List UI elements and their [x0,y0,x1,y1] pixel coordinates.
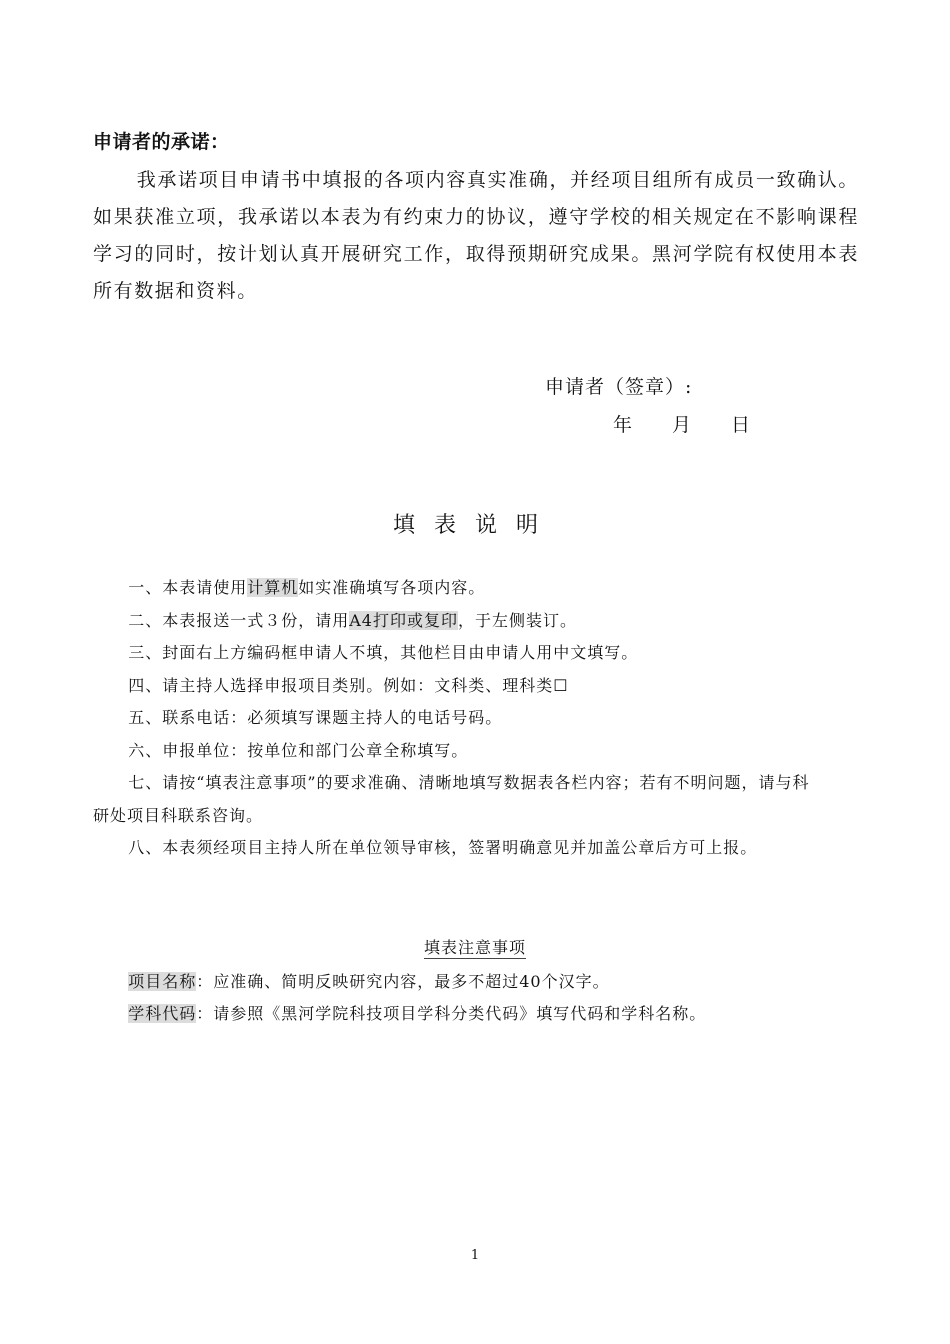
page-number: 1 [470,1248,480,1263]
note-label: 学科代码 [128,1004,197,1023]
instruction-highlight: 计算机 [247,578,299,597]
note-item [93,966,833,998]
instruction-item: 四、请主持人选择申报项目类别。例如：文科类、理科类☐ [128,675,569,695]
instruction-item: 七、请按“填表注意事项”的要求准确、清晰地填写数据表各栏内容；若有不明问题，请与科研处项目科联系咨询。 [93,773,810,825]
instruction-item: 六、申报单位：按单位和部门公章全称填写。 [128,740,469,760]
instruction-item: 三、封面右上方编码框申请人不填，其他栏目由申请人用中文填写。 [128,643,639,662]
instruction-text: 如实准确填写各项内容。 [298,578,486,597]
notes-list [93,966,833,1030]
notes-title-text: 填表注意事项 [423,938,526,957]
date-month: 月 [672,414,692,436]
instruction-text: ，于左侧装订。 [457,610,577,630]
instruction-text: 一、本表请使用 [128,578,248,597]
instruction-item [93,605,813,638]
date-line [613,410,750,437]
notes-title [0,935,950,958]
pledge-body: 我承诺项目申请书中填报的各项内容真实准确，并经项目组所有成员一致确认。如果获准立项，我承诺以本表为有约束力的协议，遵守学校的相关规定在不影响课程学习的同时，按计划认真开展研究工作，取得预期研究成果。黑河学院有权使用本表所有数据和资料。 [93,169,859,302]
instruction-item: 八、本表须经项目主持人所在单位领导审核，签署明确意见并加盖公章后方可上报。 [128,838,758,857]
instructions-list [93,572,813,865]
instruction-text: 二、本表报送一式３份，请用 [128,610,350,630]
instructions-title: 填表说明 [392,513,557,538]
instruction-item [93,572,813,605]
note-text: ：请参照《黑河学院科技项目学科分类代码》填写代码和学科名称。 [196,1004,707,1023]
note-item [93,998,833,1030]
date-year: 年 [613,414,633,436]
instruction-item: 五、联系电话：必须填写课题主持人的电话号码。 [128,708,503,727]
pledge-heading: 申请者的承诺： [93,131,230,153]
instruction-highlight: A4打印或复印 [349,610,458,630]
date-day: 日 [731,414,751,436]
signature-label: 申请者（签章）: [545,376,693,398]
note-label: 项目名称 [128,972,197,991]
note-text: ：应准确、简明反映研究内容，最多不超过40个汉字。 [196,972,610,991]
